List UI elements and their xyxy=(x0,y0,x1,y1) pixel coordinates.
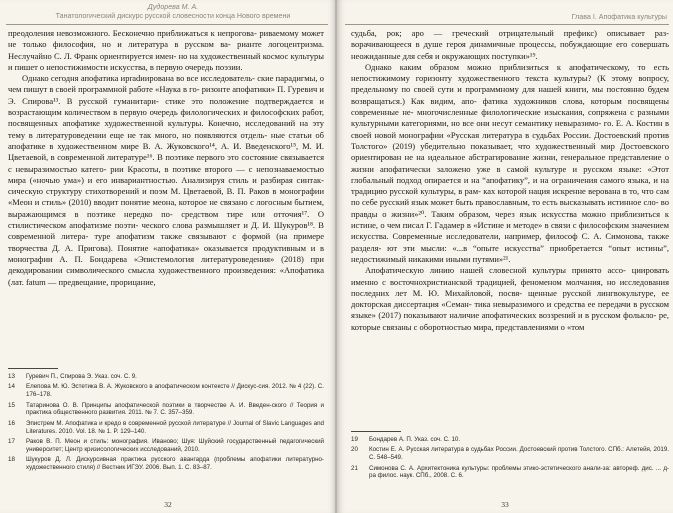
running-head-chapter-title: Глава I. Апофатика культуры xyxy=(571,13,667,21)
footnote xyxy=(351,446,669,462)
text-line: щенные русской лингвокультуре, ее докторская диссертация «Семан- xyxy=(351,287,669,310)
text-line: в монографии А. П. Бондарева «Эпистемология литературоведения» xyxy=(8,242,324,264)
left-body-text xyxy=(8,28,324,288)
text-line: ворачивающееся в душе героя динамичные процессы, побуждающие xyxy=(351,39,617,50)
text-line: рианте логоцентризма. Неслучайно С. Л. Франк ориентируется имен- xyxy=(8,39,324,61)
page-number-right: 33 xyxy=(501,500,509,509)
footnote-text: Бондарев А. П. Указ. соч. С. 10. xyxy=(369,436,461,443)
header-divider xyxy=(345,24,669,25)
text-line: тика невыразимого и средства ее передачи в русском языке» (2017) xyxy=(351,299,669,321)
text-line: ют эти мысли: «...в “опыте искусства” приобретается “опыт истины”, xyxy=(387,242,670,253)
text-line: языке: «Этот глобальный подход опирается и на “апофатику”, и на xyxy=(351,163,669,185)
text-line: искусства, в первую очередь поэзии. xyxy=(110,61,243,72)
page-number-left: 32 xyxy=(164,500,172,509)
text-line: судьба, рок; apo — греческий отрицательный префикс) описывает раз- xyxy=(351,28,669,38)
text-line: Д. А. Пригова). Понятие «апофатика» оказывается продуктивным и xyxy=(52,242,320,253)
footnote-number: 16 xyxy=(8,419,15,427)
paragraph xyxy=(8,28,324,73)
text-line: фатика художников слова, которым посвящены современные не- xyxy=(351,95,669,118)
text-line: Однако сегодня апофатика ирradиирована во все исследователь- xyxy=(22,73,258,84)
text-line: Однако каким образом можно приблизиться к апофатическому, то xyxy=(365,61,654,72)
footnote-text: Костин Е. А. Русская литература в судьбах России. Достоевский против Толстого. СПб.: Алетейя, 2019. С. 548–549. xyxy=(369,446,669,462)
text-line: произведения: «Апофатика (лат. fatum — предвещание, прорицание, xyxy=(8,265,324,287)
footnote-number: 19 xyxy=(351,436,358,443)
footnote-text: Эпистрем М. Апофатика и кредо в современной русской литературе // Journal of Slavic Languages and Literatures. 2010. Vol. 18. № 1. P. 129–140. xyxy=(26,419,324,435)
footnote-number: 17 xyxy=(8,437,15,445)
text-line: методе» в связи с философским значением искусства. Современные xyxy=(351,220,669,242)
footnote-number: 15 xyxy=(8,401,15,409)
paragraph xyxy=(351,62,669,265)
footnote-number: 20 xyxy=(351,446,358,454)
text-line: недостижимый никакими иными путями»²¹. xyxy=(351,253,511,264)
text-line: ума») и его инвариантностью. Анализируя стиль и разбирая синтак- xyxy=(63,174,324,185)
text-line: ризонте апофатики» П. Гуревич и Э. Спирова¹³. В русской гуманитари- xyxy=(8,84,324,106)
text-line: риваемому может не только философия, но и литература в русском ва- xyxy=(8,28,324,50)
text-line: язык может быть православным, то есть высказывать истинное сло- xyxy=(411,197,661,208)
text-line: есть непостижимому горизонту художественного текста культуры? xyxy=(351,61,669,84)
footnote xyxy=(8,456,324,472)
footnote-number: 13 xyxy=(8,373,15,380)
text-line: (К этому вопросу, предельному по своей сути и программному для xyxy=(351,73,669,95)
text-line: не связано с логосным бытием, выражающимся в поэтике нередко по- xyxy=(8,197,324,219)
left-page xyxy=(0,0,336,513)
text-line: апофатике художественной культуры. Конечно, исследований на эту xyxy=(62,118,324,129)
paragraph xyxy=(351,265,669,333)
text-line: молчания, но исследования последних лет М. Ю. Михайловой, посвя- xyxy=(351,276,669,298)
paragraph xyxy=(8,73,324,288)
footnote-divider xyxy=(8,368,58,369)
right-page xyxy=(337,0,673,513)
footnote-number: 14 xyxy=(8,383,15,391)
text-line: приблизиться к истине, о чем писал Г. Гадамер в «Истине и xyxy=(351,208,670,231)
text-line: ские парадигмы, о чем пишут в своей программной работе «Наука в го- xyxy=(8,73,324,95)
footnote-text: Гуревич П., Спирова Э. Указ. соч. С. 9. xyxy=(26,373,137,380)
text-line: не на идеальное абстрагирование жизни, генеральное представление xyxy=(404,152,665,163)
running-head-left xyxy=(0,3,336,23)
text-line: судьбах России. Достоевский против Толстого» (2019) убедительно xyxy=(351,129,669,151)
text-line: туре апофатизм также связывают с формой (на примере творчества xyxy=(8,231,324,253)
footnote-divider xyxy=(351,431,401,432)
footnote-text: Шукуров Д. Л. Дискурсивная практика русского авангарда (проблемы апофатики литературно-художественного стиля) // Вестник ИГЭУ. 2006. Вып. 1. С. 83–87. xyxy=(26,456,324,471)
left-footnotes xyxy=(8,373,324,474)
text-line: средством тире или отточия¹⁷. О стилистическом апофатизме поэти- xyxy=(8,208,324,231)
text-line: ческого слова размышляет и Д. И. Шукуров¹⁸. В современной литера- xyxy=(8,220,324,242)
text-line: ре, которые связаны с оборотностью мира, представлениями о «том xyxy=(351,310,669,332)
footnote xyxy=(8,438,324,454)
text-line: исследователи, например, философ С. А. Симонова, также разделя- xyxy=(351,231,669,253)
text-line: первую очередь филологических и философских работ, посвященных xyxy=(8,107,324,129)
text-line: культурными категориями, но все они несут семантику невыразимо- xyxy=(351,118,604,129)
text-line: в монографии «Меон и стиль» (2010) вводит понятие меона, которое xyxy=(8,186,324,208)
text-line: ограничения самого языка, и на традицию русской культуры, в рам- xyxy=(351,174,669,197)
footnote xyxy=(8,383,324,399)
footnote-number: 21 xyxy=(351,464,358,472)
text-line: ные статьи об апофатике в художественном мире В. А. Жуковского¹⁴, xyxy=(8,129,324,151)
footnote xyxy=(8,373,324,381)
running-head-author: Дудорева М. А. xyxy=(147,3,199,11)
text-line: сическую структуру стихотворений и поэм М. Цветаевой, В. П. Раков xyxy=(8,186,273,197)
footnote-number: 18 xyxy=(8,456,15,464)
text-line: преодоления невозможного. Бесконечно приближаться к непрогова- xyxy=(8,28,260,38)
text-line: А. И. Введенского¹⁵, М. И. Цветаевой, в современной литературе¹⁶. xyxy=(8,140,325,163)
text-line: В поэтике первого это состояние связывается с невыразимостью катего- xyxy=(8,152,324,174)
footnote-text: Елепова М. Ю. Эстетика В. А. Жуковского в апофатическом контексте // Дискус-сия. 2012. № 4 (22). С. 176–178. xyxy=(26,383,324,399)
paragraph xyxy=(351,28,669,62)
text-line: о жизни апофатически заложено уже в самой культуре и русском xyxy=(351,152,669,174)
text-line: нашей книги, мы постоянно будем возвращаться.) Как видим, апо- xyxy=(351,84,669,106)
text-line: (2018) при декодировании символического смысла художественного xyxy=(8,253,324,276)
text-line: но на художественный космос культуры и пишет о непостижимости xyxy=(8,50,324,72)
text-line: его совершать неожиданные для себя и окружающих поступки»¹⁹. xyxy=(351,39,669,61)
footnote xyxy=(8,402,324,418)
footnote-text: Раков В. П. Меон и стиль: монография. Иваново; Шуя: Шуйский государственный педагогический университет; Центр кризисологических исследований, 2010. xyxy=(26,437,324,453)
footnote xyxy=(351,436,669,444)
footnote-text: Татаринова О. В. Принципы апофатической поэтики в творчестве А. И. Введен-ского // Теория и практика общественного развития. 2011. № 7. С. 357–359. xyxy=(26,401,324,417)
right-body-text xyxy=(351,28,669,333)
right-footnotes xyxy=(351,436,669,483)
header-divider xyxy=(6,24,328,25)
text-line: Апофатическую линию нашей словесной культуры принято ассо- xyxy=(365,265,632,276)
text-line: рии Красоты, в поэтике второго — с непознаваемостью мира («ночью xyxy=(8,163,324,185)
text-line: стике это положение подтверждается и возрастающим количеством в xyxy=(8,95,324,118)
text-line: тему в литературоведении еще не так много, но появляются отдель- xyxy=(8,129,271,140)
text-line: во правды о жизни»²⁰. Таким образом, через язык искусства можно xyxy=(351,197,669,219)
text-line: го. Е. А. Костин в своей новой монографии «Русская литература в xyxy=(351,118,669,140)
footnote xyxy=(351,465,669,481)
running-head-book-title: Танатологический дискурс русской словесности конца Нового времени xyxy=(55,12,291,20)
text-line: циировать именно с восточнохристианской традицией, феноменом xyxy=(351,265,669,287)
text-line: многочисленные филологические изыскания, сопряжена с разными xyxy=(417,107,670,118)
text-line: ках которой нация искренне верована в то, что сам по себе русский xyxy=(351,186,669,208)
footnote xyxy=(8,420,324,436)
text-line: показывают наличие апофатических воззрений и в русском фолькло- xyxy=(403,310,659,321)
footnote-text: Симонова С. А. Архитектоника культуры: проблемы этико-эстетического анали-за: автореф. дис. ... д-ра филос. наук. СПб., 2008. С. 6. xyxy=(369,464,669,480)
text-line: показывает, что художественный мир Достоевского ориентирован xyxy=(351,140,669,163)
